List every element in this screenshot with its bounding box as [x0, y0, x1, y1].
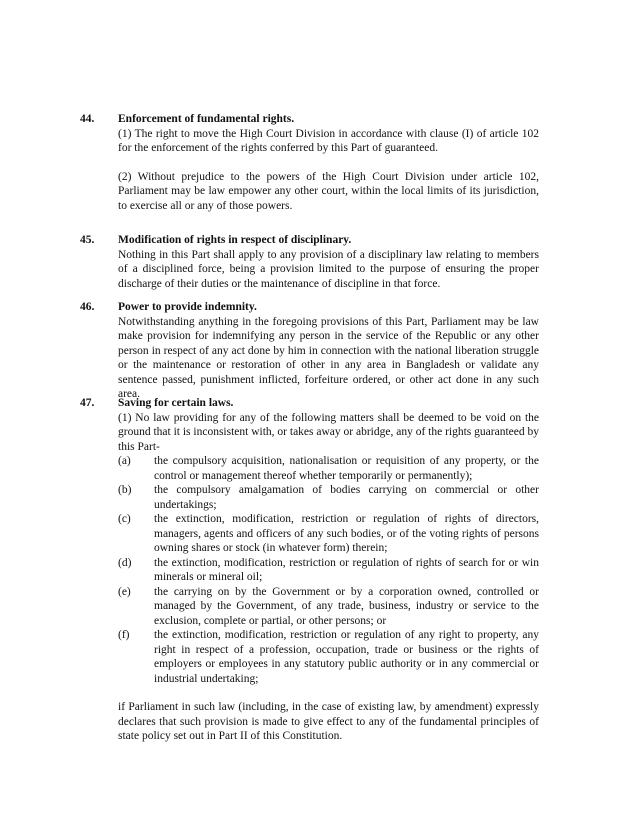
clause-text: the compulsory amalgamation of bodies carrying on commercial or other undertakings;: [154, 484, 539, 511]
article-title: Saving for certain laws.: [118, 397, 234, 409]
clause-text: the extinction, modification, restriction or regulation of rights of directors, managers, agents and officers of any such bodies, or of the voting rights of persons owning shares or stock (in whatever form) therein;: [154, 513, 539, 554]
article-body: [118, 233, 539, 291]
paragraph-gap: [118, 156, 539, 170]
clause-item: [118, 483, 539, 512]
clause-item: [118, 512, 539, 556]
clause-item: [118, 628, 539, 686]
article-paragraph: Notwithstanding anything in the foregoing provisions of this Part, Parliament may be law make provision for indemnifying any person in the service of the Republic or any other person in respect of any act done by him in connection with the national liberation struggle or the maintenance or restoration of other in any area in Bangladesh or validate any sentence passed, punishment inflicted, forfeiture ordered, or other act done in any such area.: [118, 315, 539, 400]
clause-text: the compulsory acquisition, nationalisation or requisition of any property, or the control or management thereof whether temporarily or permanently);: [154, 455, 539, 482]
clause-label: (d): [118, 556, 132, 569]
article-title: Power to provide indemnity.: [118, 301, 257, 313]
article-paragraph: Nothing in this Part shall apply to any provision of a disciplinary law relating to members of a disciplined force, being a provision limited to the purpose of ensuring the proper discharge of their duties or the maintenance of discipline in that force.: [118, 248, 539, 290]
clause-label: (a): [118, 455, 131, 467]
clause-text: the extinction, modification, restriction or regulation of rights of search for or win minerals or mineral oil;: [154, 556, 539, 583]
clause-item: [118, 454, 539, 483]
article-body: [118, 300, 539, 402]
clause-text: the carrying on by the Government or by a corporation owned, controlled or managed by the Government, of any trade, business, industry or service to the exclusion, complete or partial, or other persons; or: [154, 585, 539, 627]
clause-label: (e): [118, 585, 131, 598]
clause-list: [118, 454, 539, 686]
clause-label: (c): [118, 513, 131, 525]
article-paragraph: (2) Without prejudice to the powers of the High Court Division under article 102, Parliament may be law empower any other court, within the local limits of its jurisdiction, to exercise all or any of those powers.: [118, 170, 539, 212]
article-number: 47.: [80, 397, 95, 409]
article-body: [118, 112, 539, 213]
clause-item: [118, 585, 539, 629]
clause-item: [118, 556, 539, 585]
article-number: 45.: [80, 234, 95, 246]
clause-label: (f): [118, 629, 130, 641]
article-number: 44.: [80, 113, 95, 125]
article-paragraph: (1) The right to move the High Court Division in accordance with clause (I) of article 102 for the enforcement of the rights conferred by this Part of guaranteed.: [118, 127, 539, 154]
clause-text: the extinction, modification, restriction or regulation of any right to property, any right in respect of a profession, occupation, trade or business or the rights of employers or employees in any statutory public authority or in any commercial or industrial undertaking;: [154, 629, 539, 685]
article-intro: (1) No law providing for any of the following matters shall be deemed to be void on the ground that it is inconsistent with, or takes away or abridge, any of the rights guaranteed by this Part-: [118, 411, 539, 453]
article-title: Modification of rights in respect of disciplinary.: [118, 234, 352, 246]
paragraph-gap: [118, 686, 539, 700]
article-title: Enforcement of fundamental rights.: [118, 113, 295, 125]
article-number: 46.: [80, 301, 95, 313]
article-body: [118, 396, 539, 744]
clause-label: (b): [118, 484, 132, 496]
article-closing: if Parliament in such law (including, in the case of existing law, by amendment) expressly declares that such provision is made to give effect to any of the fundamental principles of state policy set out in Part II of this Constitution.: [118, 701, 539, 742]
